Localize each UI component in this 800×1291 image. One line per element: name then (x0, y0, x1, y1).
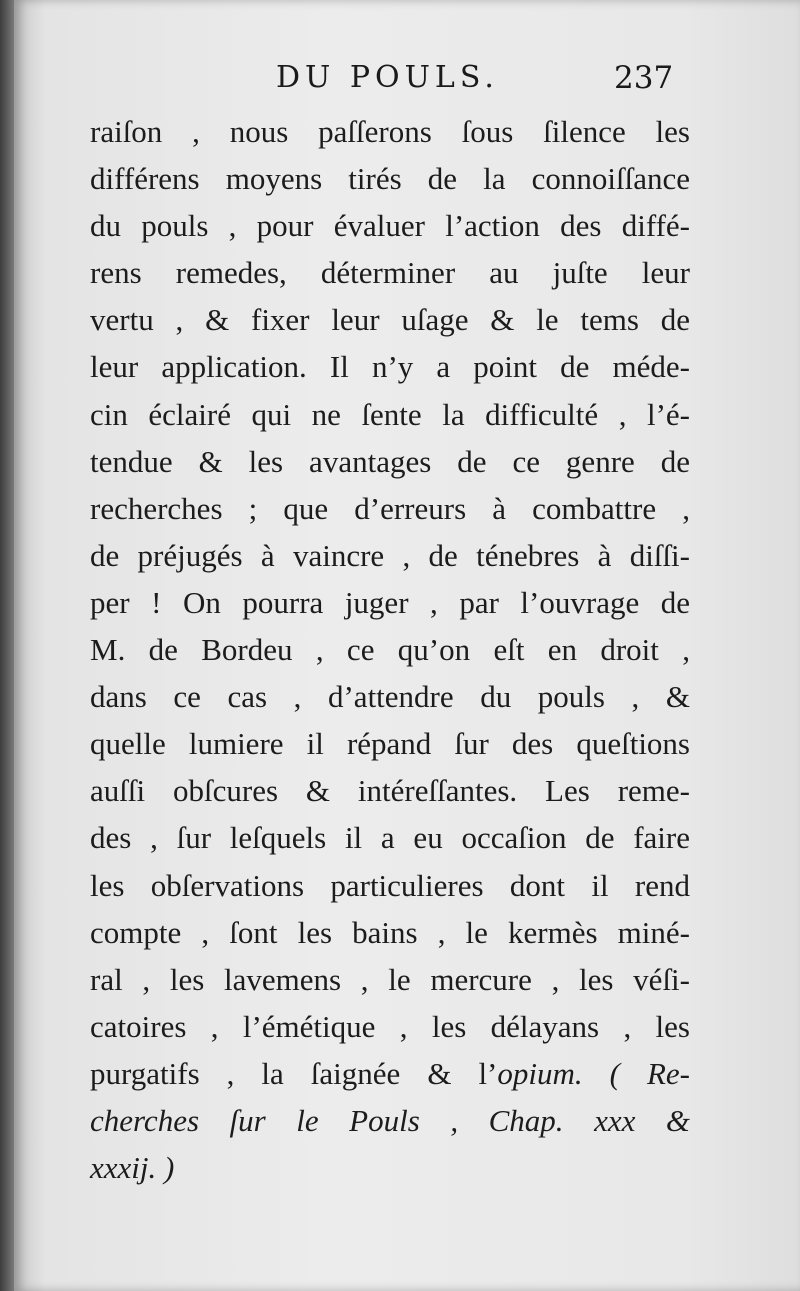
running-head-title: DU POULS. (276, 60, 499, 95)
citation-end-line (90, 1144, 690, 1191)
text-line: ral , les lavemens , le mercure , les véſi- (90, 961, 690, 997)
text-line: catoires , l’émétique , les délayans , les (90, 1008, 690, 1044)
text-line: vertu , & fixer leur uſage & le tems de (90, 302, 690, 338)
text-line: raiſon , nous paſſerons ſous ſilence les (90, 114, 690, 149)
text-line: tendue & les avantages de ce genre de (90, 443, 690, 479)
text-line: du pouls , pour évaluer l’action des diffé- (90, 208, 690, 244)
text-line: dans ce cas , d’attendre du pouls , & (90, 679, 690, 715)
text-line: M. de Bordeu , ce qu’on eſt en droit , (90, 632, 690, 668)
text-line: per ! On pourra juger , par l’ouvrage de (90, 584, 690, 620)
text-line: auſſi obſcures & intéreſſantes. Les reme- (90, 773, 690, 809)
text-line: compte , ſont les bains , le kermès miné- (90, 914, 690, 950)
text-line: quelle lumiere il répand ſur des queſtions (90, 726, 690, 762)
line-21-start: purgatifs , la ſaignée & l’ (90, 1055, 498, 1091)
text-line: rens remedes, déterminer au juſte leur (90, 255, 690, 291)
page-number: 237 (614, 60, 674, 96)
text-line: leur application. Il n’y a point de méde- (90, 349, 690, 385)
citation-end: xxxij. ) (90, 1150, 175, 1186)
citation-start: ( Re- (582, 1055, 691, 1091)
text-line: les obſervations particulieres dont il rend (90, 867, 690, 903)
citation-line (90, 1097, 690, 1144)
text-line: différens moyens tirés de la connoiſſance (90, 161, 690, 197)
running-head (14, 60, 800, 110)
text-line: cin éclairé qui ne ſente la difficulté , l’é- (90, 396, 690, 432)
text-line: de préjugés à vaincre , de ténebres à diſſi- (90, 537, 690, 573)
text-line-opium (90, 1050, 690, 1097)
book-page (14, 0, 800, 1291)
opium-italic: opium. (497, 1055, 583, 1091)
citation-text: cherches ſur le Pouls , Chap. xxx & (90, 1102, 690, 1138)
text-line: des , ſur leſquels il a eu occaſion de faire (90, 820, 690, 856)
body-text (90, 108, 690, 1191)
text-line: recherches ; que d’erreurs à combattre , (90, 490, 690, 526)
